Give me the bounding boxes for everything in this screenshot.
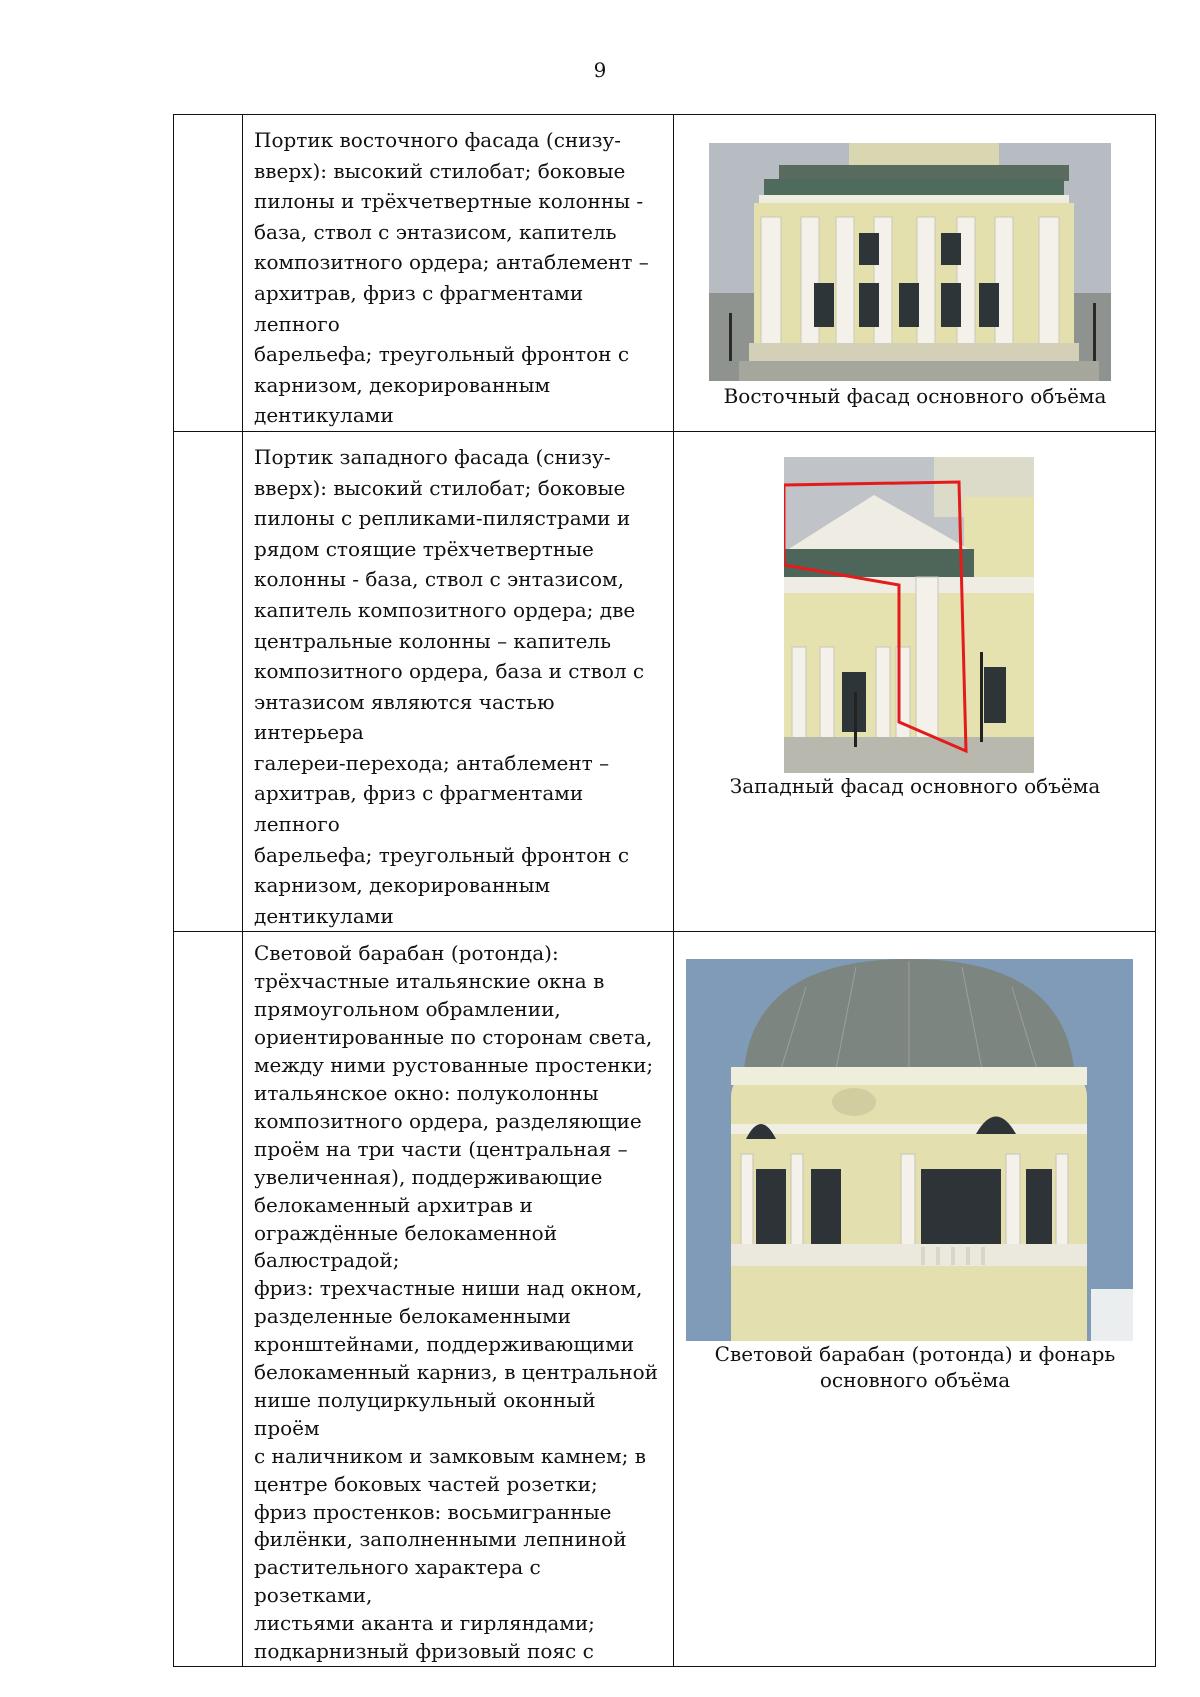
table-row <box>174 431 1156 932</box>
rotunda-caption: Световой барабан (ротонда) и фонарь основного объёма <box>714 1342 1116 1393</box>
rotunda-photo <box>686 959 1133 1341</box>
image-cell <box>674 932 1156 1667</box>
description-cell <box>243 431 674 932</box>
description-table <box>173 114 1156 1667</box>
portico-east-description: Портик восточного фасада (снизу- вверх): высокий стилобат; боковые пилоны и трёхчетвертные колонны - база, ствол с энтазисом, капитель композитного ордера; антаблемент – архитрав, фриз с фрагментами лепного барельефа; треугольный фронтон с карнизом, декорированным дентикулами <box>254 128 649 428</box>
rotunda-description: Световой барабан (ротонда): трёхчастные итальянские окна в прямоугольном обрамлении, ориентированные по сторонам света, между ними рустованные простенки; итальянское окно: полуколонны композитного ордера, разделяющие проём на три части (центральная – увеличенная), поддерживающие белокаменный архитрав и ограждённые белокаменной балюстрадой; фриз: трехчастные ниши над окном, разделенные белокаменными кронштейнами, поддерживающими белокаменный карниз, в центральной нише полуциркульный оконный проём с наличником и замковым камнем; в центре боковых частей розетки; фриз простенков: восьмигранные филёнки, заполненными лепниной растительного характера с розетками, листьями аканта и гирляндами; подкарнизный фризовый пояс с <box>254 941 658 1664</box>
east-facade-photo <box>709 143 1111 381</box>
west-facade-caption: Западный фасад основного объёма <box>729 773 1101 798</box>
description-cell <box>243 115 674 432</box>
east-facade-caption: Восточный фасад основного объёма <box>723 384 1107 408</box>
west-facade-photo <box>784 457 1034 773</box>
image-cell <box>674 431 1156 932</box>
row-number-cell <box>174 431 243 932</box>
table-row <box>174 932 1156 1667</box>
table-row <box>174 115 1156 432</box>
portico-west-description: Портик западного фасада (снизу- вверх): высокий стилобат; боковые пилоны с репликами-пилястрами и рядом стоящие трёхчетвертные колонны - база, ствол с энтазисом, капитель композитного ордера; две центральные колонны – капитель композитного ордера, база и ствол с энтазисом являются частью интерьера галереи-перехода; антаблемент – архитрав, фриз с фрагментами лепного барельефа; треугольный фронтон с карнизом, декорированным дентикулами <box>254 444 645 928</box>
image-cell <box>674 115 1156 432</box>
description-cell <box>243 932 674 1667</box>
row-number-cell <box>174 932 243 1667</box>
page-number: 9 <box>593 58 607 82</box>
row-number-cell <box>174 115 243 432</box>
